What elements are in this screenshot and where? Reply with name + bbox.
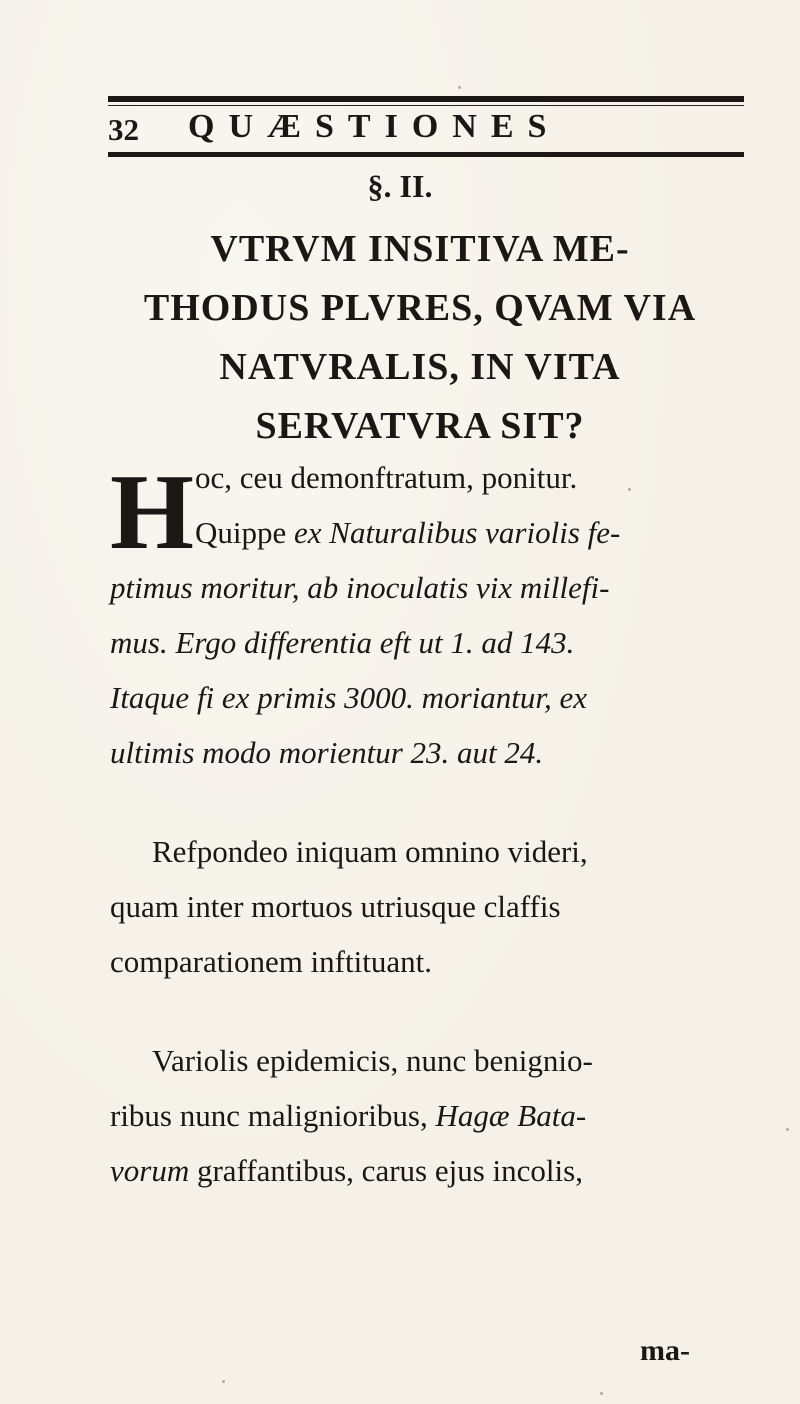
paper-speck xyxy=(786,1128,789,1131)
title-line: NATVRALIS, IN VITA xyxy=(219,346,621,388)
text-line: Refpondeo iniquam omnino videri, xyxy=(152,834,588,869)
text-line xyxy=(110,1088,740,1143)
text-line: mus. Ergo differentia eft ut 1. ad 143. xyxy=(110,625,575,660)
title-line: SERVATVRA SIT? xyxy=(255,405,585,447)
question-title xyxy=(100,220,740,456)
paragraph-gap xyxy=(110,989,740,1033)
paragraph-gap xyxy=(110,780,740,824)
paper-speck xyxy=(222,1380,225,1383)
section-number: §. II. xyxy=(367,168,433,204)
text-line: quam inter mortuos utriusque claffis xyxy=(110,889,561,924)
running-header xyxy=(108,108,744,152)
text-line: oc, ceu demonftratum, ponitur. xyxy=(195,460,578,495)
page-number: 32 xyxy=(108,112,139,147)
italic-segment: Hagæ Bata- xyxy=(435,1098,587,1133)
running-title: QUÆSTIONES xyxy=(188,108,561,145)
catchword: ma- xyxy=(640,1334,690,1367)
text-line xyxy=(110,1143,740,1198)
text-line: ultimis modo morientur 23. aut 24. xyxy=(110,735,544,770)
italic-segment: vorum xyxy=(110,1153,190,1188)
text-line xyxy=(110,505,740,560)
header-rule-bottom xyxy=(108,152,744,157)
text-segment: ribus nunc malignioribus, xyxy=(110,1098,436,1133)
text-line: Variolis epidemicis, nunc benignio- xyxy=(152,1043,593,1078)
paper-speck xyxy=(458,86,461,89)
paragraph-3 xyxy=(110,1033,740,1198)
text-segment: Quippe xyxy=(195,515,295,550)
drop-cap-initial: H xyxy=(110,453,195,572)
text-line: Itaque fi ex primis 3000. moriantur, ex xyxy=(110,680,588,715)
title-line: THODUS PLVRES, QVAM VIA xyxy=(143,287,697,329)
header-rule-thin xyxy=(108,105,744,106)
paragraph-2 xyxy=(110,824,740,989)
text-line: ptimus moritur, ab inoculatis vix millefi- xyxy=(110,570,610,605)
text-segment: graffantibus, carus ejus incolis, xyxy=(189,1153,583,1188)
text-line: comparationem inftituant. xyxy=(110,944,432,979)
title-line: VTRVM INSITIVA ME- xyxy=(210,228,630,270)
paper-speck xyxy=(628,488,631,491)
header-rule-top xyxy=(108,96,744,102)
paper-speck xyxy=(600,1392,603,1395)
italic-segment: ex Naturalibus variolis fe- xyxy=(294,515,621,550)
body-text xyxy=(110,450,740,1198)
paragraph-1 xyxy=(110,450,740,780)
